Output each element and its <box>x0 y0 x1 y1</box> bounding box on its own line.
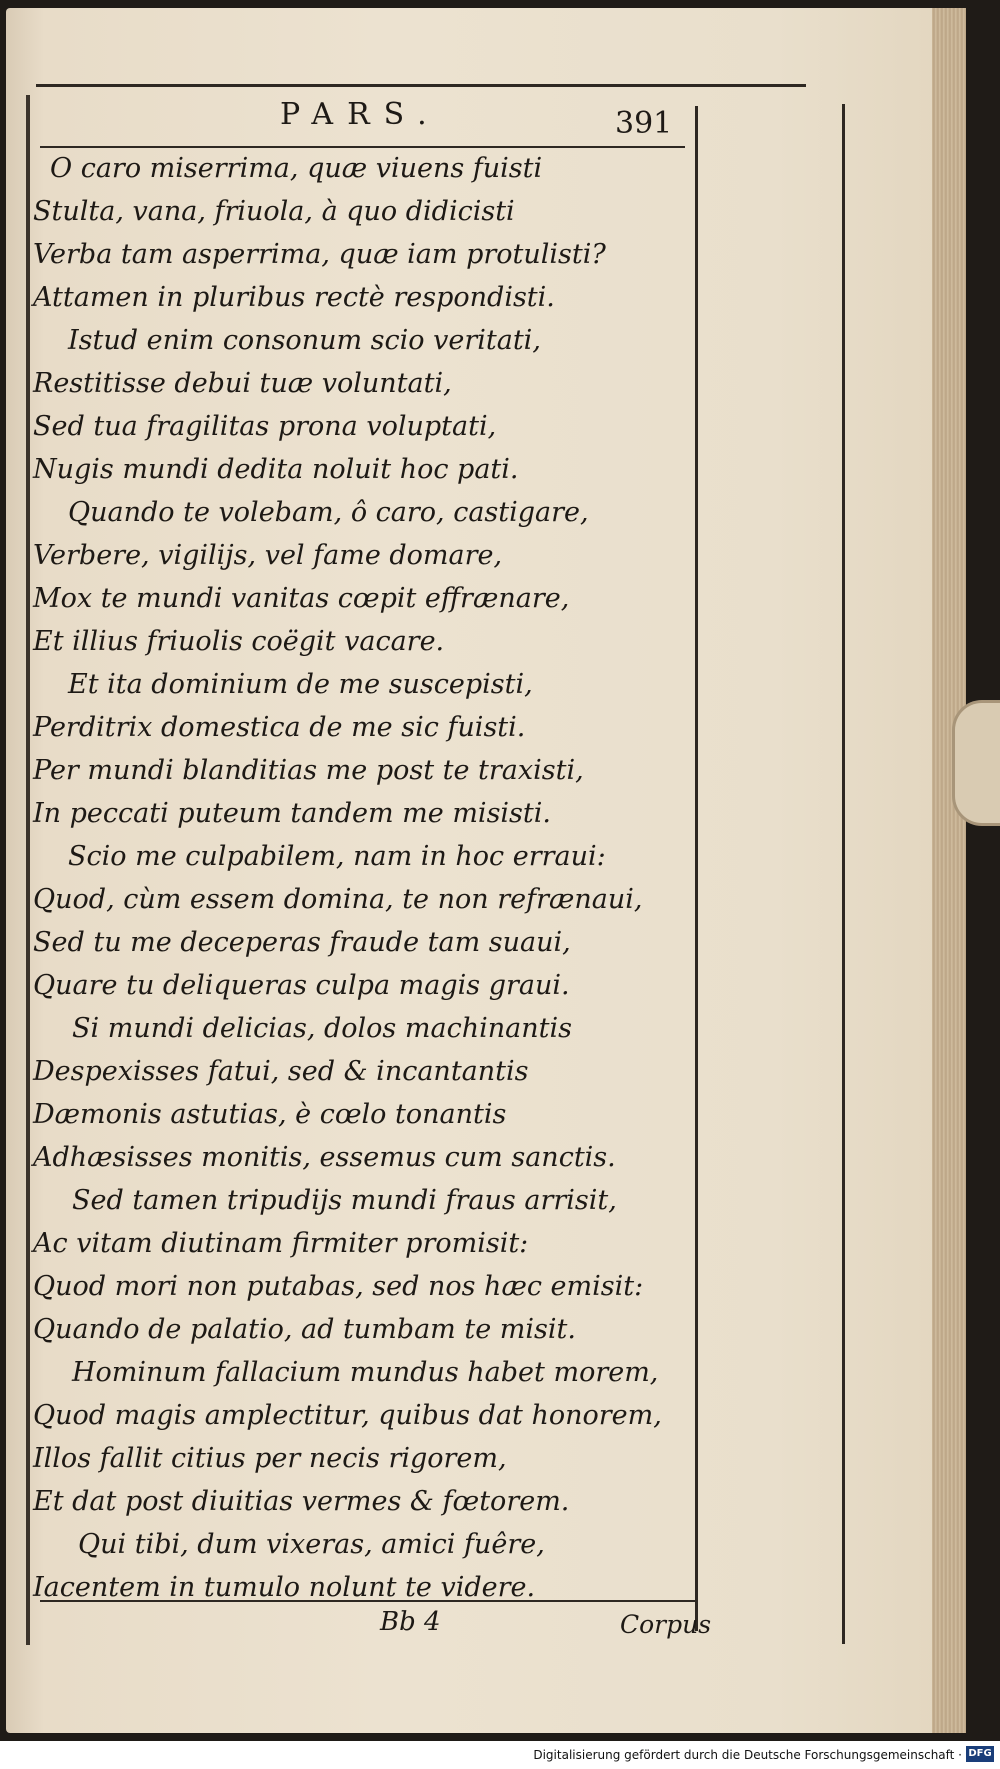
text-block-rule <box>695 106 698 1631</box>
verse-line: Mox te mundi vanitas cœpit effrænare, <box>33 583 570 614</box>
verse-line: Dæmonis astutias, è cœlo tonantis <box>33 1099 507 1130</box>
frame-right-rule <box>842 104 845 1644</box>
verse-line: Restitisse debui tuæ voluntati, <box>33 368 452 399</box>
verse-line: Hominum fallacium mundus habet morem, <box>72 1357 659 1388</box>
bookmark-clip <box>952 700 1000 826</box>
frame-top-rule <box>36 84 806 87</box>
verse-line: Perditrix domestica de me sic fuisti. <box>33 712 526 743</box>
verse-line: Ac vitam diutinam firmiter promisit: <box>33 1228 529 1259</box>
verse-line: Quod, cùm essem domina, te non refrænaui, <box>33 884 643 915</box>
verse-line: Attamen in pluribus rectè respondisti. <box>33 282 555 313</box>
verse-line: Quando de palatio, ad tumbam te misit. <box>33 1314 576 1345</box>
verse-line: Verba tam asperrima, quæ iam protulisti? <box>33 239 606 270</box>
dfg-logo-icon: DFG <box>966 1746 994 1762</box>
verse-line: Et illius friuolis coëgit vacare. <box>33 626 445 657</box>
running-head: PARS. <box>280 97 441 132</box>
verse-line: Quod magis amplectitur, quibus dat honorem, <box>33 1400 662 1431</box>
verse-line: Adhæsisses monitis, essemus cum sanctis. <box>33 1142 616 1173</box>
page-edge <box>932 8 966 1733</box>
verse-line: Quando te volebam, ô caro, castigare, <box>68 497 589 528</box>
verse-line: Despexisses fatui, sed & incantantis <box>33 1056 529 1087</box>
verse-line: Illos fallit citius per necis rigorem, <box>33 1443 507 1474</box>
verse-line: Sed tamen tripudijs mundi fraus arrisit, <box>72 1185 617 1216</box>
verse-line: Si mundi delicias, dolos machinantis <box>72 1013 572 1044</box>
verse-line: Quare tu deliqueras culpa magis graui. <box>33 970 570 1001</box>
digitization-credit: Digitalisierung gefördert durch die Deutsche Forschungsgemeinschaft · <box>533 1748 962 1762</box>
gutter-rule <box>26 95 30 1645</box>
verse-line: Scio me culpabilem, nam in hoc erraui: <box>68 841 606 872</box>
verse-line: Et ita dominium de me suscepisti, <box>68 669 533 700</box>
page-number: 391 <box>615 106 673 141</box>
verse-line: Per mundi blanditias me post te traxisti, <box>33 755 584 786</box>
verse-line: O caro miserrima, quæ viuens fuisti <box>50 153 543 184</box>
verse-line: In peccati puteum tandem me misisti. <box>33 798 551 829</box>
verse-line: Sed tua fragilitas prona voluptati, <box>33 411 497 442</box>
header-rule <box>40 146 685 148</box>
catchword: Corpus <box>620 1610 712 1639</box>
verse-line: Quod mori non putabas, sed nos hæc emisit: <box>33 1271 644 1302</box>
verse-line: Iacentem in tumulo nolunt te videre. <box>33 1572 536 1603</box>
verse-line: Stulta, vana, friuola, à quo didicisti <box>33 196 515 227</box>
verse-line: Qui tibi, dum vixeras, amici fuêre, <box>78 1529 545 1560</box>
signature-mark: Bb 4 <box>380 1607 441 1637</box>
verse-line: Sed tu me deceperas fraude tam suaui, <box>33 927 571 958</box>
verse-line: Nugis mundi dedita noluit hoc pati. <box>33 454 519 485</box>
verse-line: Et dat post diuitias vermes & fœtorem. <box>33 1486 570 1517</box>
verse-line: Istud enim consonum scio veritati, <box>68 325 541 356</box>
verse-line: Verbere, vigilijs, vel fame domare, <box>33 540 503 571</box>
